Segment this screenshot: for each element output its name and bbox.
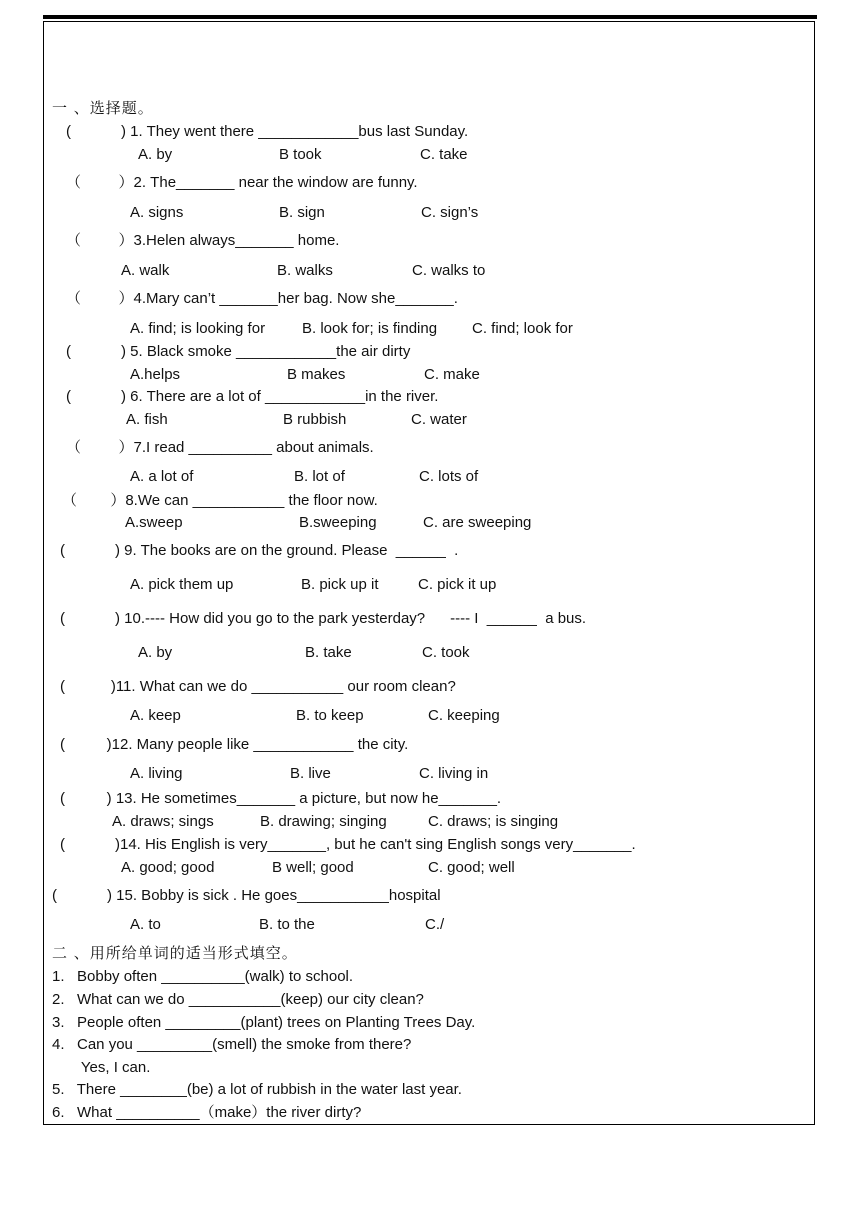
fill-item-4-answer: Yes, I can. [52,1059,151,1076]
question-10-option-a: A. by [138,644,173,661]
question-2-option-a: A. signs [130,204,184,221]
question-14-option-b: B well; good [272,859,354,876]
question-14-option-c: C. good; well [428,859,515,876]
question-7-option-c: C. lots of [419,468,479,485]
question-11-stem: ( )11. What can we do ___________ our room clean? [60,678,456,695]
question-12-option-c: C. living in [419,765,489,782]
question-2-option-c: C. sign’s [421,204,479,221]
fill-item-6: 6. What __________（make）the river dirty? [52,1104,362,1121]
question-6-option-b: B rubbish [283,411,347,428]
question-8-stem: （ ）8.We can ___________ the floor now. [62,492,378,509]
question-5-option-b: B makes [287,366,346,383]
question-7-option-b: B. lot of [294,468,345,485]
question-13-option-b: B. drawing; singing [260,813,387,830]
question-11-option-a: A. keep [130,707,181,724]
fill-item-4: 4. Can you _________(smell) the smoke from there? [52,1036,412,1053]
question-8-option-b: B.sweeping [299,514,377,531]
question-7-option-a: A. a lot of [130,468,194,485]
question-1-stem: ( ) 1. They went there ____________bus last Sunday. [66,123,469,140]
section1-title: 一 、选择题。 [52,99,154,117]
question-4-option-b: B. look for; is finding [302,320,438,337]
question-1-option-b: B took [279,146,322,163]
question-11-option-b: B. to keep [296,707,364,724]
question-13-stem: ( ) 13. He sometimes_______ a picture, but now he_______. [60,790,502,807]
question-12-stem: ( )12. Many people like ____________ the city. [60,736,409,753]
fill-item-2: 2. What can we do ___________(keep) our city clean? [52,991,424,1008]
question-9-stem: ( ) 9. The books are on the ground. Please ______ . [60,542,459,559]
question-14-option-a: A. good; good [121,859,215,876]
question-4-stem: （ ）4.Mary can’t _______her bag. Now she_______. [66,290,458,307]
question-13-option-a: A. draws; sings [112,813,214,830]
question-3-option-b: B. walks [277,262,333,279]
fill-item-3: 3. People often _________(plant) trees on Planting Trees Day. [52,1014,476,1031]
question-2-stem: （ ）2. The_______ near the window are funny. [66,174,418,191]
question-2-option-b: B. sign [279,204,325,221]
question-11-option-c: C. keeping [428,707,500,724]
question-3-option-a: A. walk [121,262,170,279]
question-6-option-a: A. fish [126,411,168,428]
question-15-option-b: B. to the [259,916,315,933]
question-9-option-a: A. pick them up [130,576,234,593]
question-13-option-c: C. draws; is singing [428,813,559,830]
question-9-option-c: C. pick it up [418,576,497,593]
fill-item-1: 1. Bobby often __________(walk) to school. [52,968,354,985]
question-1-option-a: A. by [138,146,173,163]
question-6-option-c: C. water [411,411,467,428]
question-5-stem: ( ) 5. Black smoke ____________the air dirty [66,343,411,360]
question-15-option-a: A. to [130,916,161,933]
question-15-option-c: C./ [425,916,445,933]
question-1-option-c: C. take [420,146,468,163]
question-6-stem: ( ) 6. There are a lot of ____________in the river. [66,388,439,405]
question-10-option-b: B. take [305,644,352,661]
question-4-option-a: A. find; is looking for [130,320,266,337]
question-3-option-c: C. walks to [412,262,486,279]
question-12-option-a: A. living [130,765,183,782]
question-7-stem: （ ）7.I read __________ about animals. [66,439,374,456]
fill-item-5: 5. There ________(be) a lot of rubbish in the water last year. [52,1081,462,1098]
question-3-stem: （ ）3.Helen always_______ home. [66,232,340,249]
question-8-option-a: A.sweep [125,514,183,531]
question-12-option-b: B. live [290,765,331,782]
top-rule [43,15,817,19]
section2-title: 二 、用所给单词的适当形式填空。 [52,944,298,962]
question-15-stem: ( ) 15. Bobby is sick . He goes___________hospital [52,887,441,904]
question-5-option-a: A.helps [130,366,181,383]
question-10-stem: ( ) 10.---- How did you go to the park yesterday? ---- I ______ a bus. [60,610,587,627]
question-10-option-c: C. took [422,644,470,661]
question-5-option-c: C. make [424,366,480,383]
question-9-option-b: B. pick up it [301,576,379,593]
question-4-option-c: C. find; look for [472,320,573,337]
question-14-stem: ( )14. His English is very_______, but he can't sing English songs very_______. [60,836,636,853]
question-8-option-c: C. are sweeping [423,514,532,531]
